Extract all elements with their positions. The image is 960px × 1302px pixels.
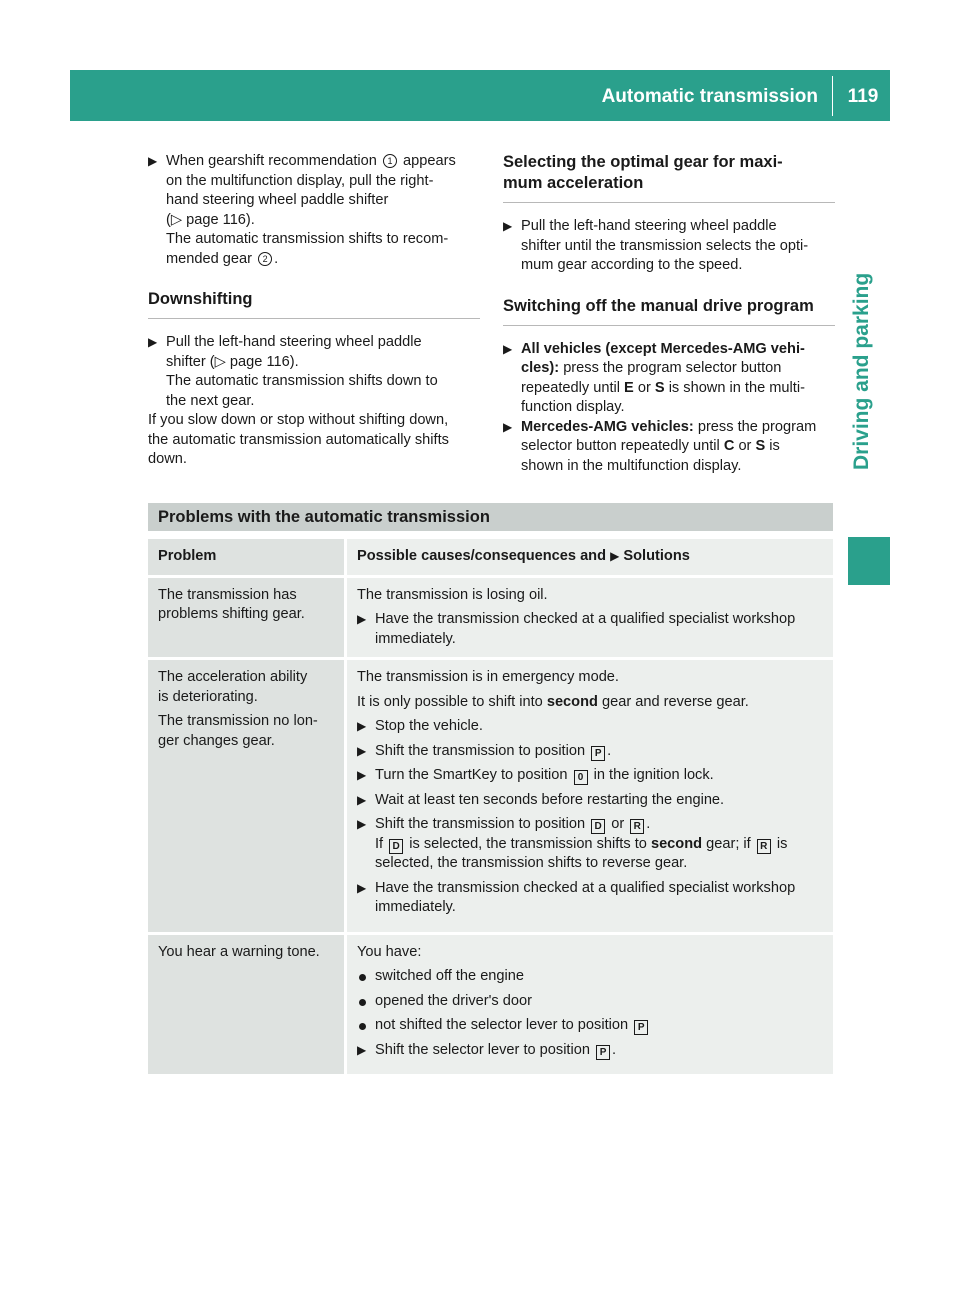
solution-step: ▶ Wait at least ten seconds before restarting the engine. bbox=[357, 791, 825, 811]
step-arrow-icon: ▶ bbox=[503, 419, 513, 434]
step-arrow-icon: ▶ bbox=[503, 341, 513, 356]
bullet-icon bbox=[359, 974, 366, 981]
solution-step: ▶ Stop the vehicle. bbox=[357, 717, 825, 737]
table-row bbox=[148, 660, 833, 932]
bullet-icon bbox=[359, 999, 366, 1006]
step-arrow-icon: ▶ bbox=[357, 1042, 367, 1057]
problems-table bbox=[148, 536, 833, 1077]
page-number: 119 bbox=[847, 86, 879, 107]
solution-step: ▶ Turn the SmartKey to position 0 in the ignition lock. bbox=[357, 766, 825, 786]
step-arrow-icon: ▶ bbox=[357, 768, 367, 782]
marker-1-icon: 1 bbox=[383, 154, 397, 168]
gear-r-icon: R bbox=[757, 839, 771, 854]
page-header-title: Automatic transmission bbox=[601, 86, 818, 107]
gear-p-icon: P bbox=[634, 1020, 648, 1035]
list-item: switched off the engine bbox=[357, 967, 825, 987]
problem-cell: The transmission has problems shifting gear. bbox=[148, 578, 344, 658]
gear-p-icon: P bbox=[596, 1045, 610, 1060]
solution-cell: You have: switched off the engine opened the driver's door not shifted the selector lever to position P ▶ Shift the selector lever to position P . bbox=[344, 935, 833, 1075]
solution-step: ▶ Shift the transmission to position D or R . If D is selected, the transmission shifts to second gear; if R is selected, the transmission shifts to reverse gear. bbox=[357, 816, 788, 871]
solution-step: ▶ Have the transmission checked at a qualified specialist workshop immediately. bbox=[357, 611, 796, 647]
solution-cell: The transmission is losing oil. ▶ Have the transmission checked at a qualified specialist workshop immediately. bbox=[344, 578, 833, 658]
column-header-solutions: Possible causes/consequences and ▶ Solutions bbox=[344, 539, 833, 575]
solution-step: ▶ Have the transmission checked at a qualified specialist workshop immediately. bbox=[357, 879, 796, 915]
step-arrow-icon: ▶ bbox=[148, 154, 158, 168]
header-divider bbox=[832, 76, 833, 116]
key-position-0-icon: 0 bbox=[574, 770, 588, 785]
side-tab-marker bbox=[848, 537, 890, 585]
page-reference-link[interactable]: (▷ page 116). bbox=[166, 211, 255, 228]
section-heading-optimal-gear: Selecting the optimal gear for maxi- mum acceleration bbox=[503, 152, 835, 203]
step-arrow-icon: ▶ bbox=[503, 219, 513, 233]
instruction-step: ▶ Pull the left-hand steering wheel paddle shifter (▷ page 116). The automatic transmission shifts down to the next gear. bbox=[148, 333, 480, 411]
solution-step: ▶ Shift the selector lever to position P . bbox=[357, 1041, 825, 1061]
section-heading-downshifting: Downshifting bbox=[148, 289, 480, 319]
marker-2-icon: 2 bbox=[258, 252, 272, 266]
gear-r-icon: R bbox=[630, 819, 644, 834]
solution-step: ▶ Shift the transmission to position P . bbox=[357, 742, 825, 762]
gear-p-icon: P bbox=[591, 746, 605, 761]
side-tab-label: Driving and parking bbox=[850, 272, 873, 470]
step-arrow-icon: ▶ bbox=[357, 743, 367, 758]
step-arrow-icon: ▶ bbox=[357, 719, 367, 733]
step-arrow-icon: ▶ bbox=[357, 880, 367, 895]
instruction-step: ▶ All vehicles (except Mercedes-AMG vehi- cles): press the program selector button repeatedly until E or S is shown in the multi- function display. bbox=[503, 340, 805, 415]
problem-cell: The acceleration ability is deteriorating. The transmission no lon- ger changes gear. bbox=[148, 660, 344, 932]
right-column bbox=[503, 152, 835, 476]
bullet-icon bbox=[359, 1023, 366, 1030]
side-tab bbox=[848, 272, 888, 470]
table-header-row bbox=[148, 539, 833, 575]
list-item: not shifted the selector lever to position P bbox=[357, 1016, 825, 1036]
instruction-step: ▶ Pull the left-hand steering wheel paddle shifter until the transmission selects the opti- mum gear according to the speed. bbox=[503, 218, 809, 273]
list-item: opened the driver's door bbox=[357, 992, 825, 1012]
gear-d-icon: D bbox=[389, 839, 403, 854]
step-arrow-icon: ▶ bbox=[357, 817, 367, 831]
problems-section-title: Problems with the automatic transmission bbox=[158, 508, 490, 526]
table-row bbox=[148, 935, 833, 1075]
step-arrow-icon: ▶ bbox=[357, 792, 367, 807]
instruction-step: ▶ When gearshift recommendation 1 appears on the multifunction display, pull the right- hand steering wheel paddle shifter (▷ page 116). The automatic transmission shifts to recom- mended gear 2 . bbox=[148, 152, 480, 269]
solution-cell: The transmission is in emergency mode. It is only possible to shift into second gear and reverse gear. ▶ Stop the vehicle. ▶ Shift the transmission to position P . ▶ Turn the SmartKey to position 0 in the ignition lock. ▶ Wait at least ten seconds before restarting the engine. ▶ Shift the transmission to position D or R . If D is selected, the transmission shifts to second gear; if R is selected, the transmission shifts to reverse gear. ▶ Have the transmission checked at a qualified specialist workshop immediately. bbox=[344, 660, 833, 932]
instruction-step: ▶ Mercedes-AMG vehicles: press the program selector button repeatedly until C or S is shown in the multifunction display. bbox=[503, 418, 817, 474]
step-arrow-icon: ▶ bbox=[357, 612, 367, 626]
gear-d-icon: D bbox=[591, 819, 605, 834]
problems-section-band bbox=[148, 503, 833, 531]
page-reference-link[interactable]: shifter (▷ page 116). bbox=[166, 353, 299, 370]
step-arrow-icon: ▶ bbox=[148, 335, 158, 349]
problem-cell: You hear a warning tone. bbox=[148, 935, 344, 1075]
body-paragraph: If you slow down or stop without shifting down, the automatic transmission automatically shifts down. bbox=[148, 412, 449, 467]
left-column bbox=[148, 152, 480, 470]
table-row bbox=[148, 578, 833, 658]
column-header-problem: Problem bbox=[148, 539, 344, 575]
section-heading-switch-off: Switching off the manual drive program bbox=[503, 296, 835, 326]
solution-arrow-icon: ▶ bbox=[610, 549, 620, 563]
